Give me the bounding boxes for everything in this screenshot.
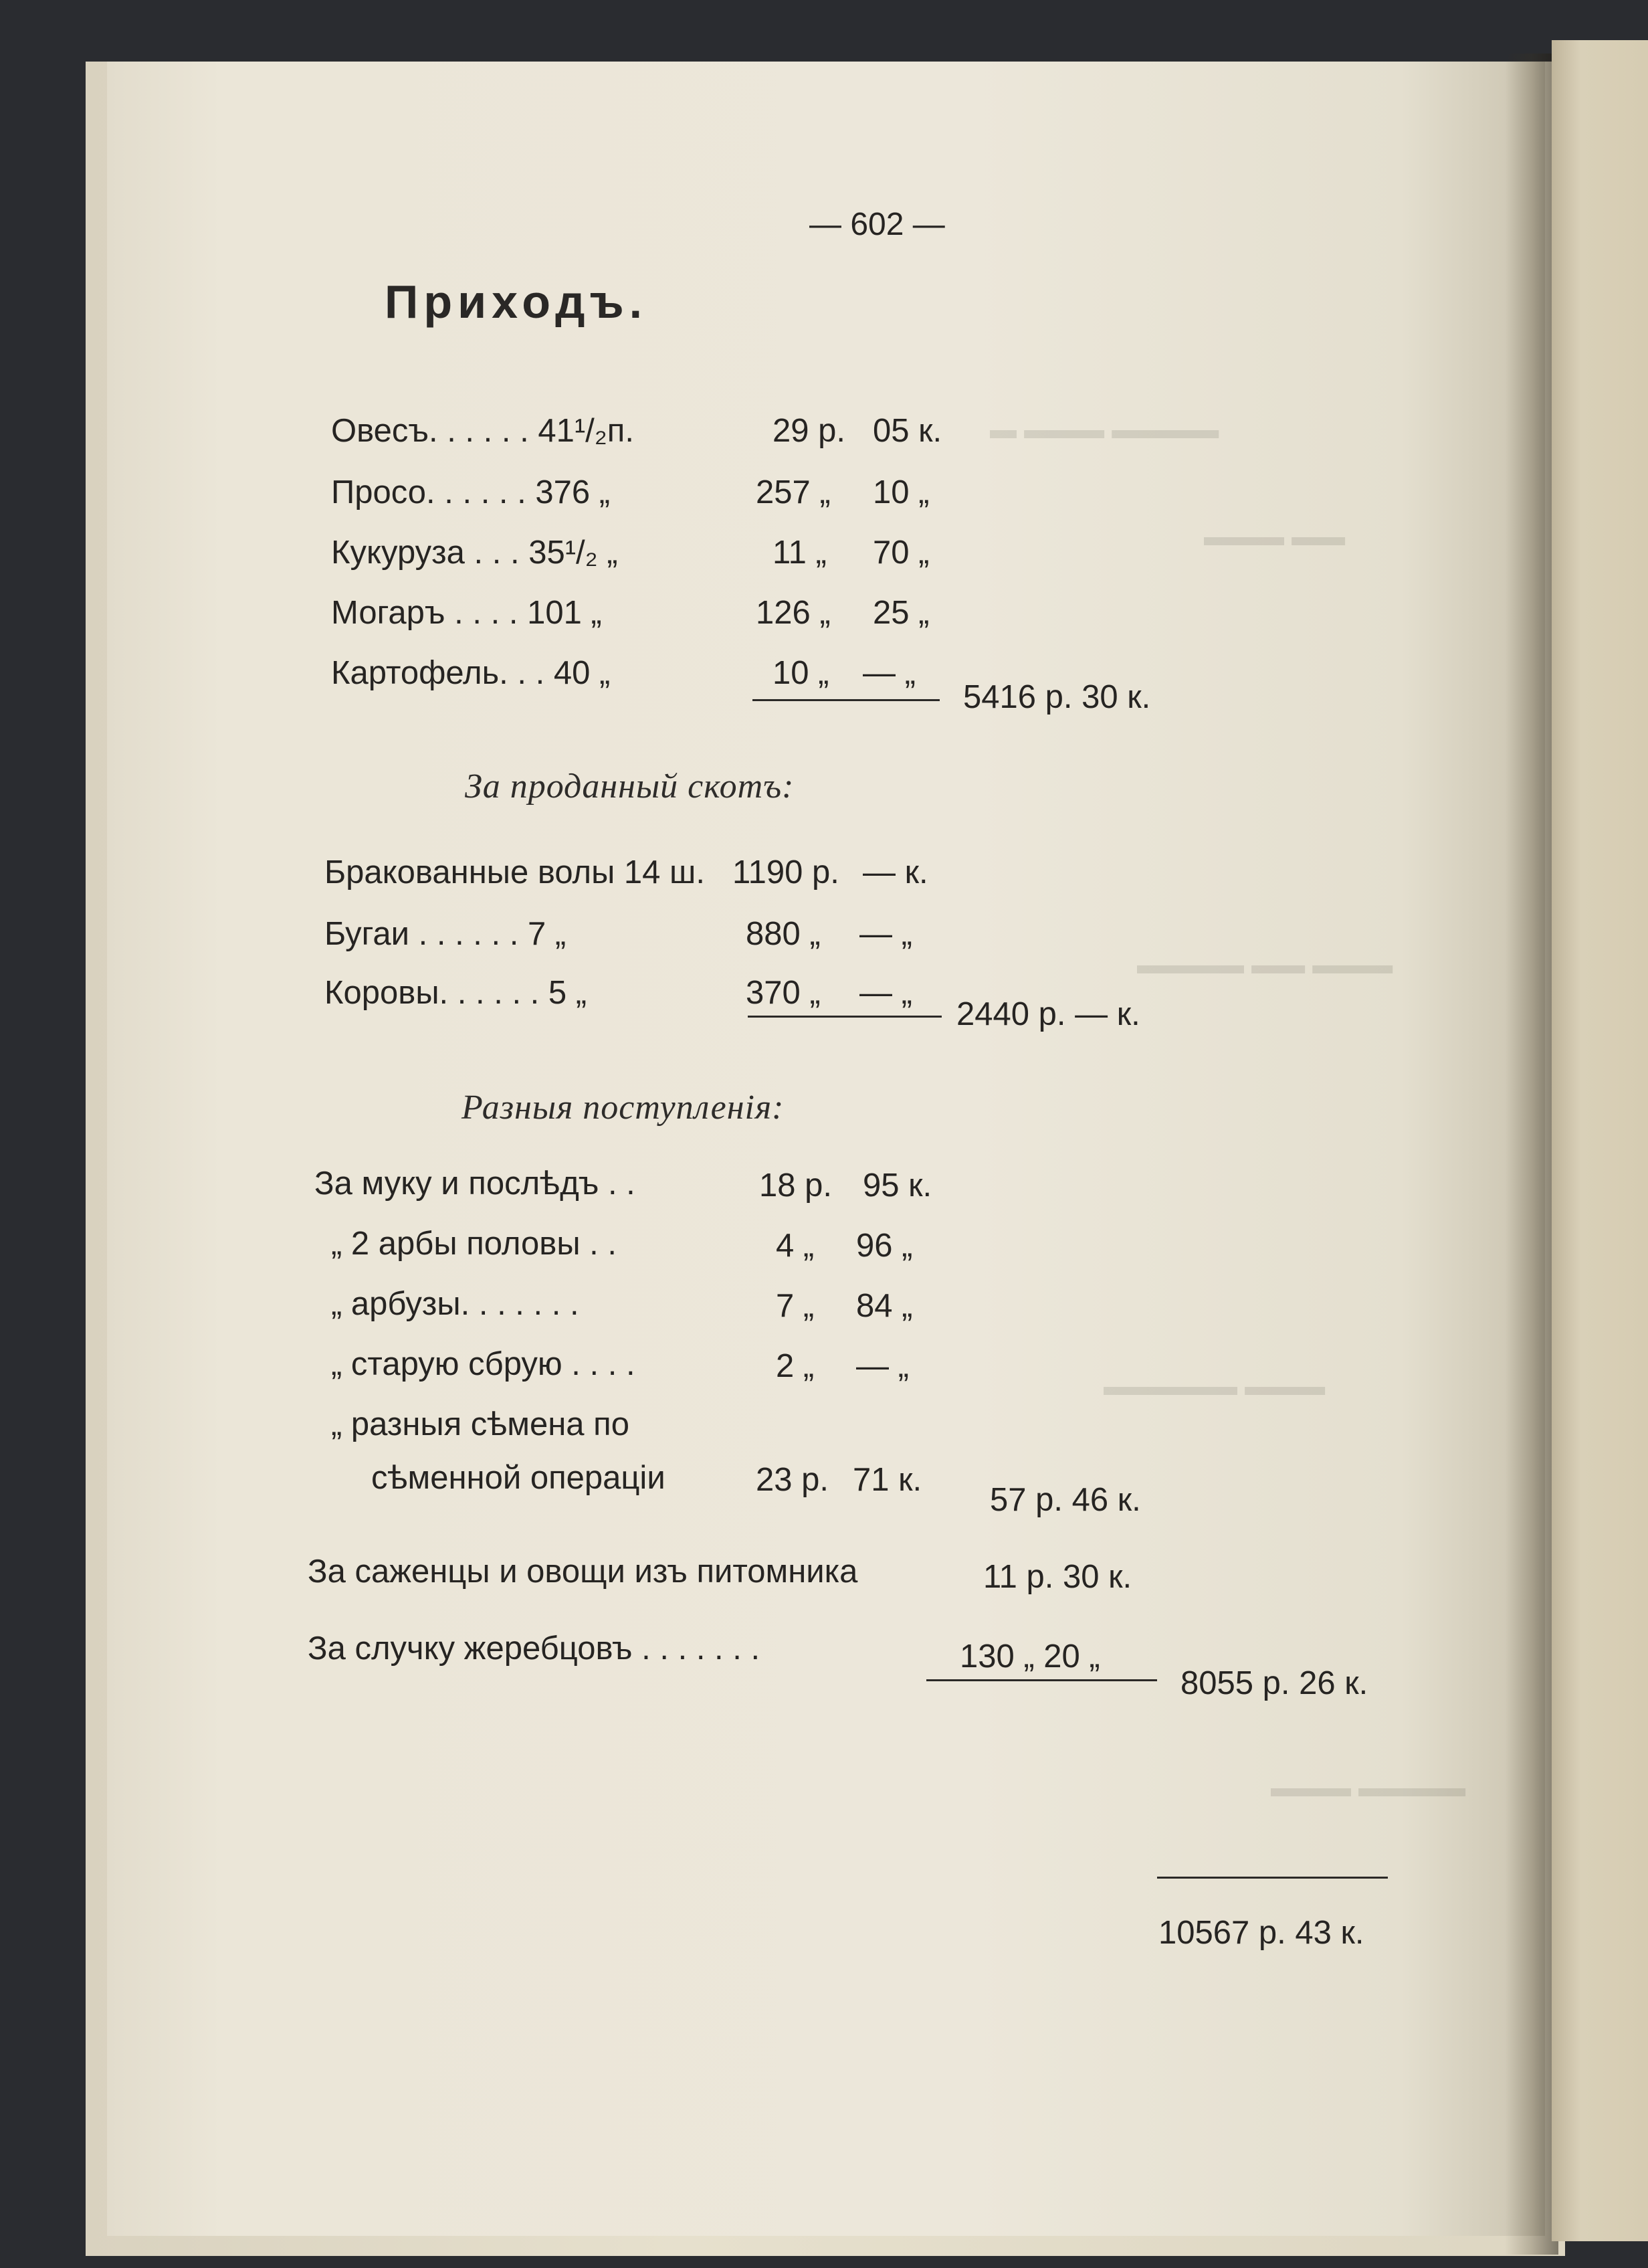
- gutter-shadow: [1505, 54, 1558, 2255]
- receipt-row-name: „ старую сбрую . . . .: [331, 1346, 635, 1382]
- page-title: Приходъ.: [385, 276, 648, 328]
- crop-row-kop: 70 „: [873, 535, 930, 571]
- subtotal-rule: [748, 1016, 942, 1018]
- livestock-row-rub: 370 „: [746, 975, 821, 1011]
- grand-total: 10567 р. 43 к.: [1158, 1915, 1364, 1951]
- receipt-row-rub: 18 р.: [759, 1167, 832, 1204]
- crop-row-rub: 10 „: [772, 655, 829, 691]
- section-total: 2440 р. — к.: [956, 996, 1140, 1032]
- livestock-row-kop: — „: [859, 916, 912, 952]
- livestock-row-rub: 1190 р.: [732, 854, 839, 890]
- crop-row-kop: 10 „: [873, 474, 930, 510]
- stallions-label: За случку жеребцовъ . . . . . . .: [308, 1630, 760, 1667]
- crop-row-name: Овесъ. . . . . . 41¹/₂п.: [331, 413, 634, 449]
- page: [107, 62, 1545, 2236]
- section-heading: За проданный скотъ:: [465, 767, 795, 806]
- livestock-row-name: Бракованные волы 14 ш.: [324, 854, 705, 890]
- crop-row-kop: 25 „: [873, 595, 930, 631]
- crop-row-name: Кукуруза . . . 35¹/₂ „: [331, 535, 618, 571]
- crop-row-kop: — „: [863, 655, 916, 691]
- receipt-row-kop: 96 „: [856, 1228, 913, 1264]
- receipt-row-name: За муку и послѣдъ . .: [314, 1165, 635, 1202]
- crop-row-rub: 126 „: [756, 595, 831, 631]
- livestock-row-kop: — „: [859, 975, 912, 1011]
- grand-total-rule: [1157, 1877, 1388, 1879]
- seedlings-label: За саженцы и овощи изъ питомника: [308, 1553, 858, 1590]
- show-through: ▬▬▬▬▬ ▬▬▬: [1104, 1372, 1326, 1401]
- crop-row-rub: 11 „: [772, 535, 827, 571]
- receipt-row-kop: 95 к.: [863, 1167, 932, 1204]
- crop-row-name: Могаръ . . . . 101 „: [331, 595, 602, 631]
- livestock-row-name: Бугаи . . . . . . 7 „: [324, 916, 566, 952]
- section-heading: Разныя поступленія:: [461, 1089, 785, 1127]
- crop-row-kop: 05 к.: [873, 413, 942, 449]
- subtotal-rule: [926, 1679, 1157, 1681]
- show-through: ▬▬▬ ▬▬: [1204, 522, 1346, 551]
- livestock-row-kop: — к.: [863, 854, 928, 890]
- livestock-row-name: Коровы. . . . . . 5 „: [324, 975, 587, 1011]
- show-through: ▬▬▬ ▬▬▬▬: [1271, 1773, 1466, 1802]
- receipt-row-name: сѣменной операціи: [371, 1460, 665, 1496]
- receipt-row-rub: 23 р.: [756, 1462, 829, 1498]
- section-total: 5416 р. 30 к.: [963, 679, 1151, 715]
- receipt-row-rub: 2 „: [776, 1348, 815, 1384]
- crop-row-rub: 257 „: [756, 474, 831, 510]
- receipt-row-name: „ разныя сѣмена по: [331, 1406, 629, 1442]
- show-through: ▬ ▬▬▬ ▬▬▬▬: [990, 415, 1219, 444]
- receipt-row-rub: 7 „: [776, 1288, 815, 1324]
- receipt-row-kop: — „: [856, 1348, 909, 1384]
- crop-row-rub: 29 р.: [772, 413, 845, 449]
- section-total: 8055 р. 26 к.: [1180, 1665, 1368, 1701]
- stallions-amount: 130 „ 20 „: [960, 1638, 1100, 1675]
- seedlings-amount: 11 р. 30 к.: [983, 1559, 1132, 1595]
- receipt-row-kop: 71 к.: [853, 1462, 922, 1498]
- facing-page-edge: [1552, 40, 1648, 2241]
- crop-row-name: Просо. . . . . . 376 „: [331, 474, 611, 510]
- receipt-row-rub: 4 „: [776, 1228, 815, 1264]
- receipt-row-name: „ 2 арбы половы . .: [331, 1226, 617, 1262]
- crop-row-name: Картофель. . . 40 „: [331, 655, 611, 691]
- section-total: 57 р. 46 к.: [990, 1482, 1141, 1518]
- show-through: ▬▬▬▬ ▬▬ ▬▬▬: [1137, 950, 1393, 979]
- receipt-row-kop: 84 „: [856, 1288, 913, 1324]
- receipt-row-name: „ арбузы. . . . . . .: [331, 1286, 579, 1322]
- livestock-row-rub: 880 „: [746, 916, 821, 952]
- subtotal-rule: [752, 699, 940, 701]
- page-number: — 602 —: [809, 207, 945, 242]
